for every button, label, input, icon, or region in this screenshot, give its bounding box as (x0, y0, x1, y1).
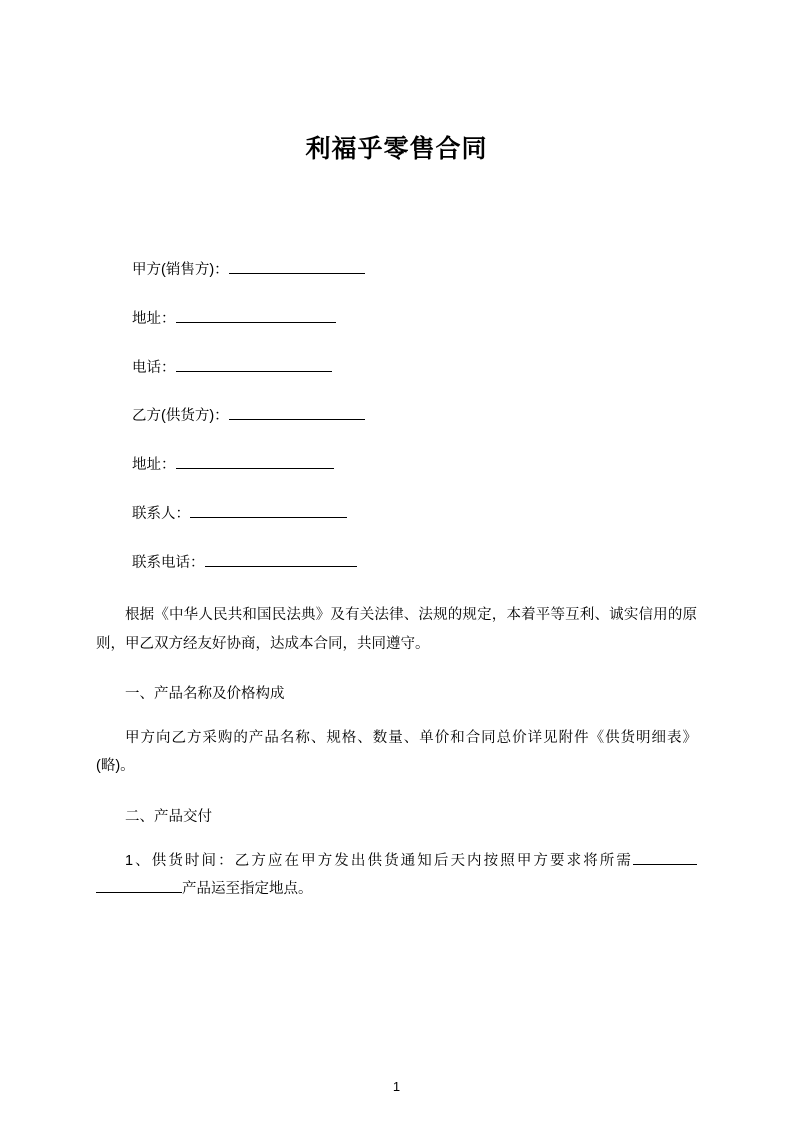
page-title: 利福乎零售合同 (305, 135, 488, 163)
field-party-a (96, 260, 697, 282)
preamble-paragraph: 根据《中华人民共和国民法典》及有关法律、法规的规定，本着平等互利、诚实信用的原则，甲乙双方经友好协商，达成本合同，共同遵守。 (96, 607, 697, 652)
field-label: 地址： (132, 457, 176, 473)
clause-text-suffix: 产品运至指定地点。 (182, 881, 313, 898)
field-label: 联系人： (132, 505, 190, 522)
clause-text-prefix: 1、供货时间：乙方应在甲方发出供货通知后天内按照甲方要求将所需 (125, 852, 633, 869)
field-blank[interactable] (176, 468, 334, 469)
field-blank[interactable] (176, 371, 332, 372)
field-label: 电话： (132, 359, 176, 376)
field-blank[interactable] (190, 517, 347, 518)
section-heading-2: 二、产品交付 (125, 808, 212, 825)
section-paragraph-1: 甲方向乙方采购的产品名称、规格、数量、单价和合同总价详见附件《供货明细表》(略)。 (96, 730, 697, 775)
field-party-a-address (96, 309, 697, 331)
field-label: 联系电话： (132, 554, 205, 571)
field-party-b (96, 406, 697, 428)
field-label: 地址： (132, 310, 176, 327)
field-contact-phone (96, 553, 697, 575)
field-blank[interactable] (229, 419, 365, 420)
field-party-a-phone (96, 358, 697, 380)
document-body (0, 260, 793, 903)
section-heading-1: 一、产品名称及价格构成 (125, 685, 285, 702)
field-blank[interactable] (205, 566, 357, 567)
clause-blank-1[interactable] (633, 864, 697, 865)
field-contact-person (96, 504, 697, 526)
page-number: 1 (392, 1079, 401, 1094)
field-party-b-address (96, 455, 697, 477)
field-blank[interactable] (229, 273, 365, 274)
clause-blank-2[interactable] (96, 892, 182, 893)
field-label: 甲方(销售方)： (132, 262, 229, 278)
field-blank[interactable] (176, 322, 336, 323)
section-clause-2-1 (96, 847, 697, 904)
field-label: 乙方(供货方)： (132, 408, 229, 425)
